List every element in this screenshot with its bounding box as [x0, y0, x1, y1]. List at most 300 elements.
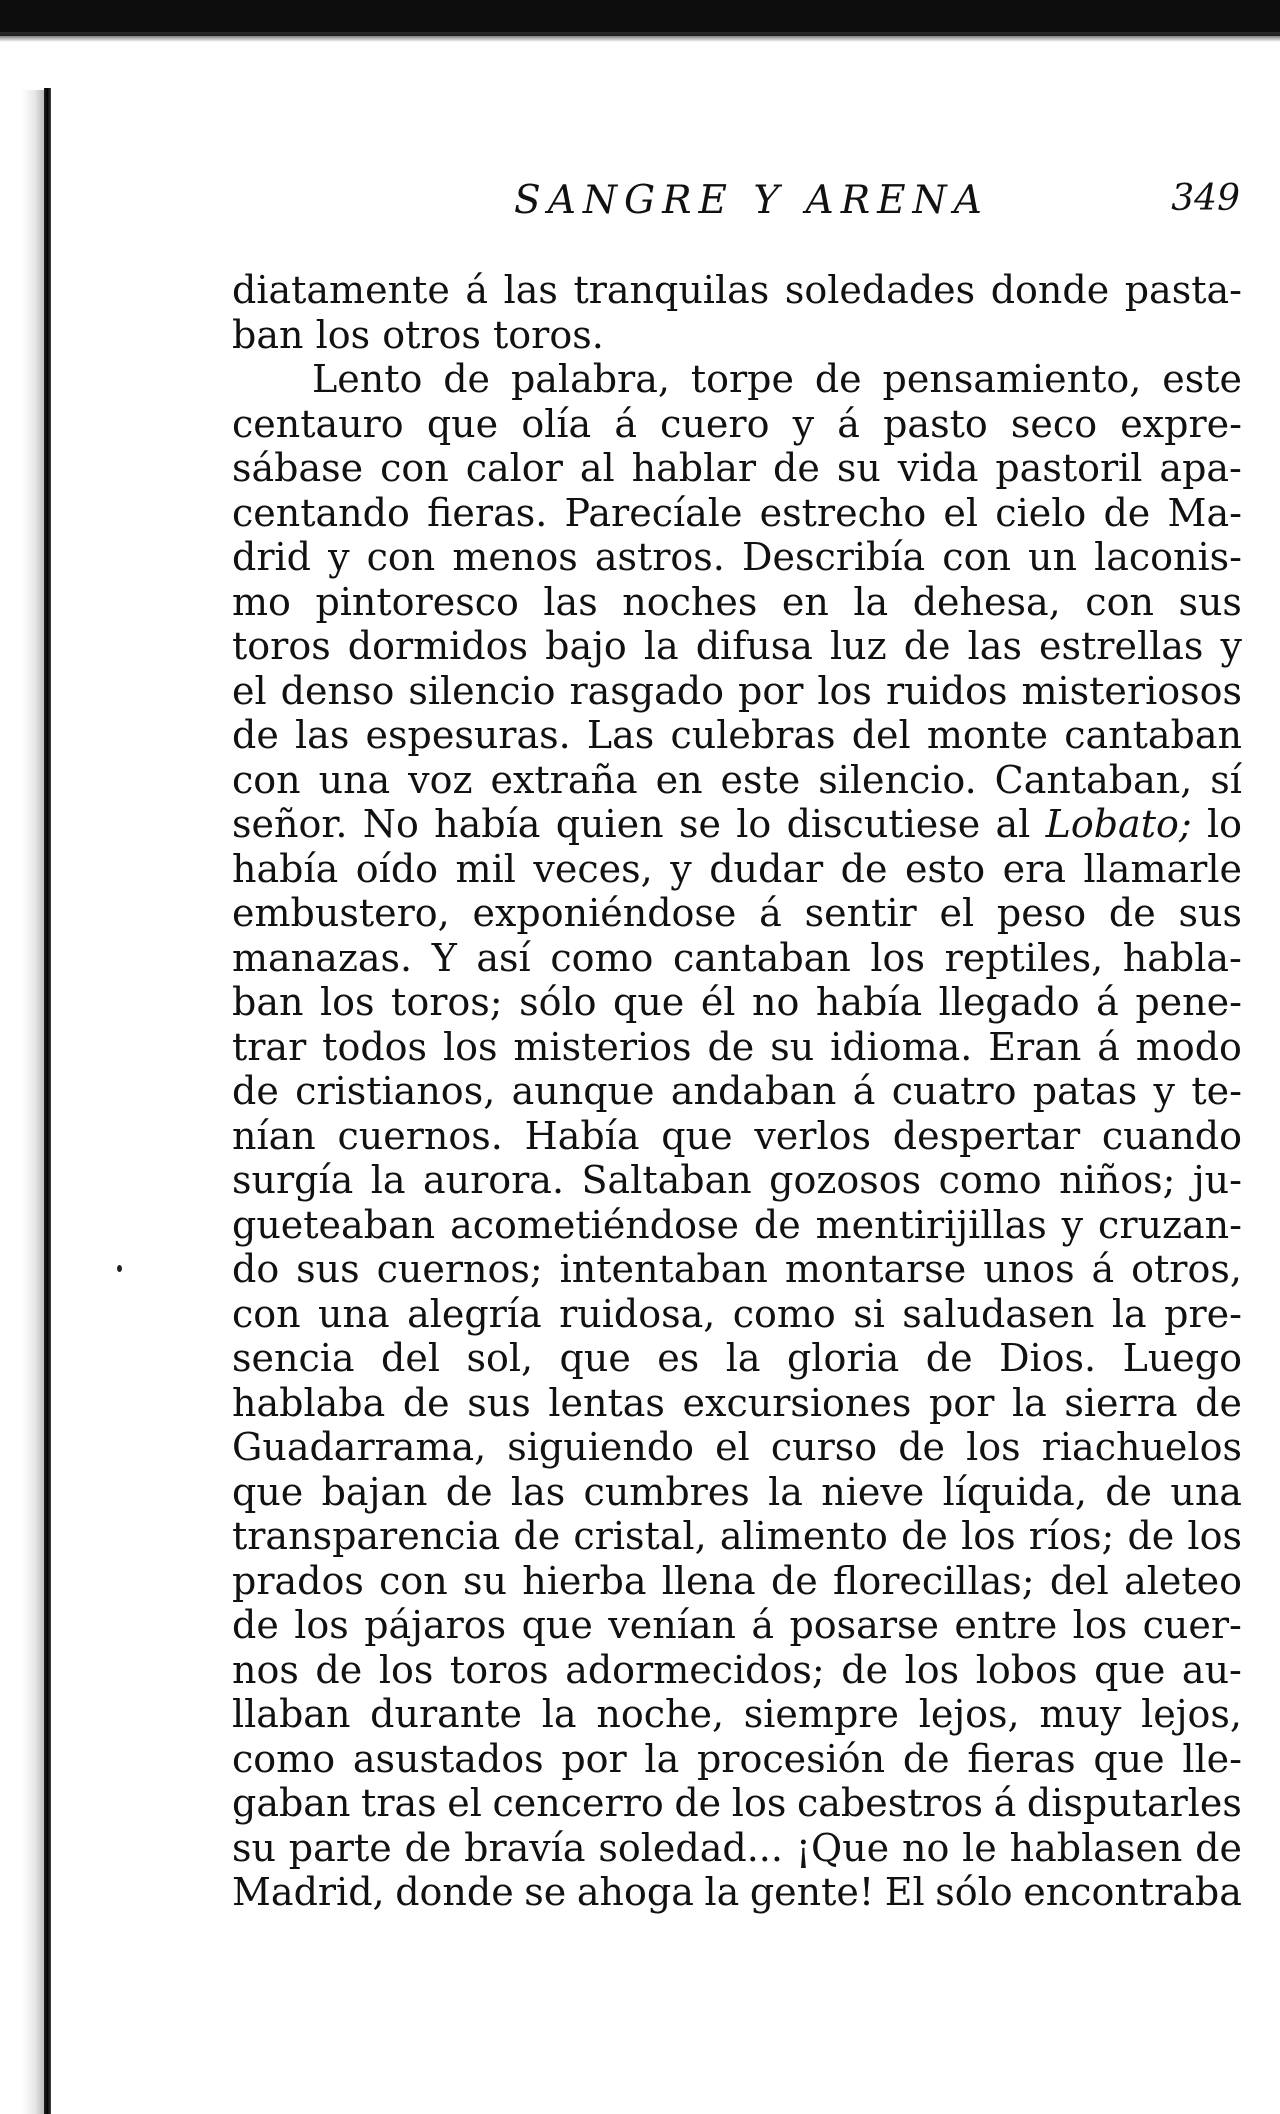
page-number: 349 [1171, 178, 1240, 219]
word: aunque [511, 1069, 655, 1113]
text-line [232, 758, 1242, 803]
word: lo [1206, 802, 1242, 846]
word: de [402, 1380, 450, 1425]
word: pene- [1135, 980, 1242, 1024]
word: los [904, 1647, 960, 1692]
word: de [770, 1558, 818, 1603]
word: dudar [709, 846, 824, 891]
word: donde [395, 1870, 514, 1914]
word: del [851, 713, 911, 757]
word: Lento [312, 357, 423, 401]
word: despertar [892, 1113, 1081, 1158]
word: monte [926, 713, 1049, 757]
running-header [234, 178, 1240, 228]
word: de [232, 713, 279, 757]
word: á [837, 401, 860, 446]
word: todos [322, 1024, 428, 1069]
word: aleteo [1124, 1558, 1242, 1603]
word: adormecidos; [565, 1647, 825, 1692]
word: como [732, 1291, 836, 1336]
text-line [232, 1203, 1242, 1248]
word: así [476, 935, 531, 980]
word: de [1195, 1380, 1242, 1425]
text-line [232, 1069, 1242, 1114]
word: su [836, 446, 881, 490]
word: á [751, 1603, 775, 1647]
word: por [738, 668, 804, 713]
binding-edge-line [44, 88, 51, 2114]
word: llegado [938, 980, 1080, 1024]
word: los [1187, 1514, 1242, 1558]
word: con [232, 757, 301, 802]
word: la [704, 1870, 740, 1914]
word: como [550, 935, 654, 980]
word: fieras [967, 1736, 1076, 1781]
word: toros [232, 624, 331, 668]
word: cuer- [1142, 1603, 1242, 1647]
word: Lobato; [1045, 802, 1192, 846]
word: sólo [519, 980, 597, 1024]
text-line [232, 535, 1242, 580]
text-line [232, 1781, 1242, 1826]
word: á [1097, 1024, 1120, 1069]
word: extraña [490, 757, 638, 802]
word: su [232, 1825, 276, 1870]
word: vida [897, 446, 979, 490]
word: ban [232, 980, 304, 1024]
word: fieras. [427, 490, 548, 535]
word: pensamiento, [882, 357, 1142, 401]
word: cencerro [492, 1781, 664, 1825]
text-line [232, 1470, 1242, 1515]
word: cumbres [583, 1469, 750, 1514]
word: el [943, 490, 979, 535]
word: cabestros [796, 1781, 984, 1825]
word: los [1072, 1603, 1128, 1647]
word: ¡Que [795, 1825, 890, 1870]
word: que [426, 401, 499, 446]
word: olía [521, 401, 592, 446]
word: do [232, 1247, 280, 1291]
word: Madrid, [232, 1870, 385, 1914]
word: ahoga [576, 1870, 694, 1914]
word: No [362, 802, 419, 846]
word: la [768, 1469, 803, 1514]
word: culebras [670, 713, 836, 757]
word: palabra, [510, 357, 670, 401]
word: con [380, 446, 449, 490]
text-line [232, 713, 1242, 758]
word: otros [382, 312, 481, 357]
word: sencia [232, 1336, 355, 1380]
word: de [841, 1647, 889, 1692]
word: ban [232, 312, 304, 357]
word: los [731, 1781, 787, 1825]
word: idioma. [830, 1024, 973, 1069]
word: del [381, 1336, 440, 1380]
word: hablar [631, 446, 757, 490]
word: silencio. [818, 757, 977, 802]
word: difusa [695, 624, 813, 668]
word: misteriosos [1021, 668, 1242, 713]
word: á [852, 1069, 876, 1113]
word: torpe [690, 357, 794, 401]
word: laconis- [1094, 535, 1242, 579]
word: bajo [545, 624, 627, 668]
text-line [232, 1737, 1242, 1782]
word: á [1096, 980, 1119, 1024]
word: la [541, 1692, 577, 1736]
word: las [967, 624, 1022, 668]
word: es [657, 1336, 700, 1380]
text-line [232, 446, 1242, 491]
word: luz [830, 624, 887, 668]
word: expre- [1120, 401, 1242, 446]
word: el [715, 1425, 750, 1469]
word: un [1028, 535, 1077, 579]
word: de [404, 1825, 452, 1870]
word: cristal, [573, 1514, 707, 1558]
word: cantaban [673, 935, 851, 980]
word: sus [1178, 579, 1242, 624]
word: las [295, 713, 350, 757]
word: denso [280, 668, 395, 713]
word: no [751, 980, 800, 1024]
word: toros; [391, 980, 503, 1024]
word: esto [905, 846, 986, 891]
word: saludasen [902, 1291, 1095, 1336]
word: las [503, 268, 558, 312]
word: acometiéndose [450, 1202, 739, 1247]
word: seco [1010, 401, 1098, 446]
word: de [1108, 891, 1156, 935]
word: bajan [321, 1469, 428, 1514]
text-line [232, 980, 1242, 1025]
word: la [644, 1736, 680, 1781]
word: como [232, 1736, 336, 1781]
word: de [674, 1781, 722, 1825]
word: andaban [670, 1069, 837, 1113]
word: veces, [533, 846, 653, 891]
text-line [232, 357, 1242, 402]
word: gente! [749, 1870, 875, 1914]
word: lobos [975, 1647, 1078, 1692]
word: riachuelos [1041, 1425, 1242, 1469]
word: nos [232, 1647, 299, 1692]
word: rasgado [569, 668, 724, 713]
text-line [232, 802, 1242, 847]
word: cuando [1101, 1113, 1242, 1158]
running-title: SANGRE Y ARENA [514, 178, 989, 223]
word: quien [555, 802, 664, 846]
word: y [1061, 1202, 1084, 1247]
word: que [661, 1113, 733, 1158]
word: posarse [789, 1603, 939, 1647]
word: con [232, 1291, 301, 1336]
word: centauro [232, 401, 404, 446]
word: Ma- [1167, 490, 1242, 535]
word: Dios. [999, 1336, 1097, 1380]
word: verlos [754, 1113, 871, 1158]
word: cantaban [1064, 713, 1242, 757]
scan-edge-shadow [0, 32, 1280, 42]
text-line [232, 847, 1242, 892]
word: cristianos, [295, 1069, 496, 1113]
word: Guadarrama, [232, 1425, 487, 1469]
word: drid [232, 535, 311, 579]
word: de [773, 446, 820, 490]
word: patas [1032, 1069, 1138, 1113]
word: sábase [232, 446, 364, 490]
word: los [966, 1425, 1021, 1469]
word: no [901, 1825, 950, 1870]
word: como [938, 1158, 1042, 1202]
word: los [870, 935, 925, 980]
word: ríos; [1028, 1514, 1115, 1558]
word: la [643, 624, 679, 668]
word: menos [452, 535, 578, 579]
ink-speck [117, 1265, 122, 1272]
text-line [232, 1336, 1242, 1381]
word: la [1111, 1291, 1147, 1336]
word: de [814, 357, 862, 401]
word: al [579, 446, 615, 490]
word: prados [232, 1558, 364, 1603]
word: la [853, 579, 889, 624]
word: astros. [594, 535, 725, 579]
word: montarse [784, 1247, 967, 1291]
word: la [725, 1336, 761, 1380]
word: hablaba [232, 1380, 386, 1425]
word: los [817, 668, 872, 713]
word: con [379, 1558, 448, 1603]
scan-edge-band [0, 0, 1280, 36]
word: con [1085, 579, 1154, 624]
word: sus [1178, 891, 1242, 935]
word: cielo [995, 490, 1087, 535]
word: reptiles, [944, 935, 1104, 980]
word: á [993, 1781, 1017, 1825]
word: embustero, [232, 891, 450, 935]
word: alimento [719, 1514, 888, 1558]
word: El [884, 1870, 925, 1914]
word: donde [990, 268, 1110, 312]
word: aurora. [422, 1158, 565, 1202]
word: cuernos. [337, 1113, 503, 1158]
word: espesuras. [365, 713, 571, 757]
word: el [232, 668, 267, 713]
word: misterios [513, 1024, 692, 1069]
word: intentaban [559, 1247, 768, 1291]
text-line [232, 491, 1242, 536]
word: diatamente [232, 268, 450, 312]
word: transparencia [232, 1514, 501, 1558]
text-line [232, 669, 1242, 714]
word: de [443, 357, 491, 401]
word: á [1091, 1247, 1115, 1291]
word: la [370, 1158, 406, 1202]
word: ruidosa, [559, 1291, 716, 1336]
word: siguiendo [507, 1425, 695, 1469]
word: de [1103, 490, 1151, 535]
body-text [232, 268, 1242, 1915]
word: líquida, [942, 1469, 1087, 1514]
word: á [465, 268, 489, 312]
word: una [318, 757, 391, 802]
word: disputarles [1026, 1781, 1242, 1825]
word: de [840, 846, 888, 891]
word: gozosos [769, 1158, 922, 1202]
word: toros. [493, 312, 604, 357]
word: surgía [232, 1158, 354, 1202]
word: su [770, 1024, 815, 1069]
word: los [961, 1514, 1016, 1558]
word: y [1220, 624, 1242, 668]
word: exponiéndose [472, 891, 737, 935]
word: niños; [1059, 1158, 1176, 1202]
word: estrellas [1039, 624, 1204, 668]
word: lejos, [918, 1692, 1020, 1736]
word: este [720, 757, 801, 802]
word: de [903, 624, 951, 668]
word: de [901, 1514, 948, 1558]
word: ju- [1192, 1158, 1242, 1202]
word: habla- [1122, 935, 1242, 980]
word: mo [232, 579, 291, 624]
word: Eran [988, 1024, 1082, 1069]
text-line [232, 1381, 1242, 1426]
word: sierra [1064, 1380, 1178, 1425]
word: los [294, 1603, 349, 1647]
word: de [232, 1603, 279, 1647]
word: silencio [408, 668, 556, 713]
word: tranquilas [573, 268, 770, 312]
word: de [925, 1336, 973, 1380]
word: con [942, 535, 1011, 579]
word: á [614, 401, 637, 446]
word: había [815, 980, 923, 1024]
word: los [319, 980, 375, 1024]
text-line [232, 1603, 1242, 1648]
word: Parecíale [564, 490, 743, 535]
word: pre- [1164, 1291, 1242, 1336]
word: en [655, 757, 703, 802]
word: modo [1135, 1024, 1242, 1069]
word: tras [361, 1781, 437, 1825]
word: de [315, 1647, 363, 1692]
word: noches [622, 579, 758, 624]
word: sólo [935, 1870, 1013, 1914]
word: Cantaban, [994, 757, 1193, 802]
word: era [1002, 846, 1066, 891]
word: de [1127, 1514, 1175, 1558]
word: de [513, 1514, 561, 1558]
word: soledades [784, 268, 976, 312]
word: gaban [232, 1781, 351, 1825]
word: entre [954, 1603, 1058, 1647]
word: Las [586, 713, 655, 757]
word: oído [355, 846, 439, 891]
word: por [929, 1380, 995, 1425]
word: si [853, 1291, 885, 1336]
word: le [962, 1825, 997, 1870]
word: nían [232, 1113, 316, 1158]
word: de [1105, 1469, 1153, 1514]
word: Saltaban [581, 1158, 752, 1202]
word: curso [770, 1425, 878, 1469]
word: por [561, 1736, 627, 1781]
text-line [232, 402, 1242, 447]
word: Describía [741, 535, 926, 579]
text-line [232, 1247, 1242, 1292]
text-line [232, 1648, 1242, 1693]
word: excursiones [682, 1380, 912, 1425]
word: calor [465, 446, 563, 490]
word: había [232, 846, 339, 891]
word: sol, [466, 1336, 534, 1380]
word: procesión [696, 1736, 886, 1781]
word: cuernos; [376, 1247, 543, 1291]
word: el [939, 891, 975, 935]
binding-shadow [22, 90, 44, 2114]
word: apa- [1159, 446, 1242, 490]
word: dehesa, [912, 579, 1061, 624]
text-line [232, 1158, 1242, 1203]
word: se [524, 1870, 567, 1914]
word: centando [232, 490, 410, 535]
word: que [521, 1603, 593, 1647]
word: y [1153, 1069, 1175, 1113]
word: de [1195, 1825, 1242, 1870]
word: pastoril [995, 446, 1143, 490]
word: él [700, 980, 736, 1024]
text-line [232, 1559, 1242, 1604]
word: pasta- [1124, 268, 1242, 312]
text-line [232, 1870, 1242, 1915]
word: cuero [660, 401, 770, 446]
word: siempre [743, 1692, 899, 1736]
word: encontraba [1023, 1870, 1242, 1914]
text-line [232, 1025, 1242, 1070]
word: discutiese [786, 802, 981, 846]
word: las [510, 1469, 566, 1514]
word: al [995, 802, 1031, 846]
word: el [447, 1781, 482, 1825]
word: ruidos [885, 668, 1008, 713]
word: otros, [1131, 1247, 1242, 1291]
word: soledad... [598, 1825, 783, 1870]
word: mentirijillas [815, 1202, 1047, 1247]
word: lentas [548, 1380, 665, 1425]
text-line [232, 1292, 1242, 1337]
word: Luego [1122, 1336, 1242, 1380]
word: pasto [883, 401, 988, 446]
word: y [792, 401, 815, 446]
word: Y [431, 935, 457, 980]
word: los [378, 1647, 434, 1692]
word: au- [1181, 1647, 1242, 1692]
text-line [232, 1826, 1242, 1871]
word: estrecho [759, 490, 927, 535]
word: los [442, 1024, 498, 1069]
word: Había [524, 1113, 640, 1158]
word: llaban [232, 1692, 351, 1736]
text-line [232, 1692, 1242, 1737]
word: una [1170, 1469, 1242, 1514]
word: sus [296, 1247, 360, 1291]
word: nieve [821, 1469, 925, 1514]
word: gloria [786, 1336, 900, 1380]
